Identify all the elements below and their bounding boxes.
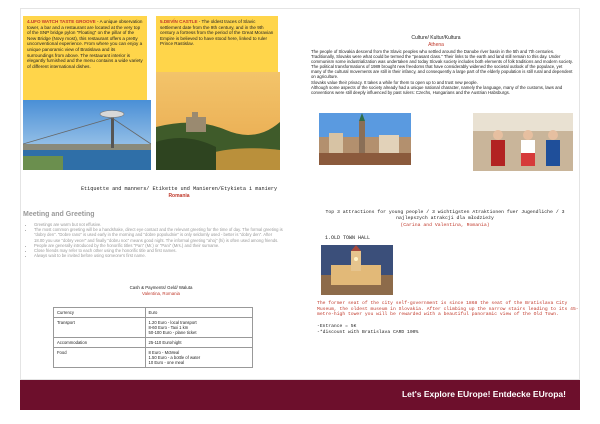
ufo-bridge-illustration <box>23 100 151 170</box>
table-cell-label: Accommodation <box>54 338 146 348</box>
culture-heading: Culture/ Kultur/Kultura <box>411 35 461 41</box>
culture-author: Athena <box>428 42 444 48</box>
meeting-bullet: • Greetings are warm but not effusive. <box>34 222 283 227</box>
meeting-bullet: • Close friends may refer to each other using the honorific title and first names. <box>34 248 283 253</box>
devin-description: - The oldest traces of Slavic settlement date from the 9th century, and in the 9th century a fortress from the period of the Great Moravian Empire is believed to have stood here, linked to ruler Prince Rastislav. <box>160 19 274 47</box>
etiquette-author: Romania <box>168 193 190 199</box>
footer-banner <box>20 380 580 410</box>
table-cell-value: Euro <box>145 308 252 318</box>
culture-paragraph: The political transformations of 1989 brought new freedoms that have considerably widened the societal outlook of the populace, yet many of the cultural movements are still in their infancy, and consequently a large part of the elderly population is still rural and dependent on agriculture. <box>311 64 573 80</box>
attraction-entrance: -Entrance = 5€ <box>317 324 357 329</box>
ufo-title: 4.UFO WATCH TASTE GROOVE <box>27 19 96 24</box>
devin-title: 5.DEVÍN CASTLE <box>160 19 198 24</box>
old-town-illustration <box>319 113 411 165</box>
meeting-bullet: • Always wait to be invited before using someone's first name. <box>34 253 283 258</box>
old-town-photo <box>319 113 411 165</box>
attractions-author: (Carina and Valentina, Romania) <box>400 223 490 228</box>
meeting-bullet: • The most common greeting will be a handshake, direct eye contact and the relevant greeting for the time of day. The formal greeting is "dobry den". "Dobre rano" is used early in the morning and "dobre popoludnie" is only seldomly used - better is "dobry den". After 18.00 you use "dobry vecer" and finally "dobru noc" means good night. The informal greeting "ahoj" (hi) is often used among friends. <box>34 227 283 243</box>
table-row <box>54 338 253 348</box>
culture-paragraph: Although some aspects of the society already had a unique national character, namely the language, many of the customs, laws and conventions were still deeply influenced by past rulers: Czechs, Hungarians and the Austrian Habsburgs. <box>311 84 563 95</box>
table-row <box>54 348 253 368</box>
devin-castle-photo <box>156 72 280 170</box>
folk-costume-illustration <box>473 113 573 171</box>
ufo-bridge-photo <box>23 100 151 170</box>
devin-castle-illustration <box>156 72 280 170</box>
table-cell-value: 8 Euro - McMeal 1.50 Euro - a bottle of water 10 Euro - one meal <box>145 348 252 368</box>
culture-text <box>311 49 573 95</box>
culture-paragraph: The people of Slovakia descend from the Slavic peoples who settled around the Danube river basin in the 5th and 7th centuries. Traditionally, Slovaks were what could be termed the "peasant class." Their links to the earth and land still remain to this day. Under communism some industrialization was undertaken and today Slovak society includes both elements of folk traditions and modern society. <box>311 49 573 65</box>
culture-paragraph: Slovaks value their privacy. It takes a while for them to open up to and trust new people. <box>311 79 478 85</box>
old-town-hall-photo <box>321 245 393 295</box>
table-row <box>54 308 253 318</box>
meeting-bullet: • People are generally introduced by the honorific titles "Pan" (Mr.) or "Pani" (Mrs.) and their surname. <box>34 243 283 248</box>
cash-author: Valentina, Romania <box>142 291 180 296</box>
document-page <box>20 8 580 380</box>
table-cell-label: Transport <box>54 318 146 338</box>
table-cell-label: Currency <box>54 308 146 318</box>
old-town-hall-illustration <box>321 245 393 295</box>
folk-costume-photo <box>473 113 573 171</box>
etiquette-heading: Etiquette and manners/ Etikette und Manieren/Etykieta i maniery <box>80 186 278 192</box>
devin-text-box <box>156 16 278 72</box>
table-row <box>54 318 253 338</box>
table-cell-value: 1.20 Euro - local transport 8-60 Euro - Taxi 1 km 50-100 Euro - plane ticket <box>145 318 252 338</box>
footer-slogan: Let's Explore EUrope! Entdecke EUropa! <box>401 389 566 399</box>
meeting-heading: Meeting and Greeting <box>23 211 95 218</box>
attraction-description: The former seat of the city self-government is since 1868 the seat of the Bratislava City Museum, the oldest museum in Slovakia. After climbing up the narrow stairs leading to its 45-metre-high tower you will be rewarded with a beautiful panoramic view of the Old Town. <box>317 301 579 318</box>
ufo-text-box <box>23 16 147 100</box>
attractions-heading: Top 3 attractions for young people / 3 wichtigsten Atraktionen fuer Jugendliche / 3 najlepszych atrakcji dla młodzieży <box>325 210 565 221</box>
table-cell-label: Food <box>54 348 146 368</box>
attraction-title: 1.OLD TOWN HALL <box>325 235 371 241</box>
ufo-description: - A unique observation tower, a bar and a restaurant are located at the very top of the SNP bridge pylon "Floating" on the pillar of the New Bridge (Novy most), this restaurant offers a pretty unconventional experience. From where you can enjoy a unique panoramic view of Bratislava and its surroundings from above. The restaurant interior is elegantly furnished and the menu contains a wide variety of different international dishes. <box>27 19 143 69</box>
cash-heading: Cash & Payments/ Geld/ Waluta <box>129 285 193 290</box>
meeting-bullets <box>27 222 283 258</box>
attraction-discount: -*discount with Bratislava CARD 100% <box>317 330 419 335</box>
cash-table <box>53 307 253 368</box>
table-cell-value: 25-110 Euro/night <box>145 338 252 348</box>
